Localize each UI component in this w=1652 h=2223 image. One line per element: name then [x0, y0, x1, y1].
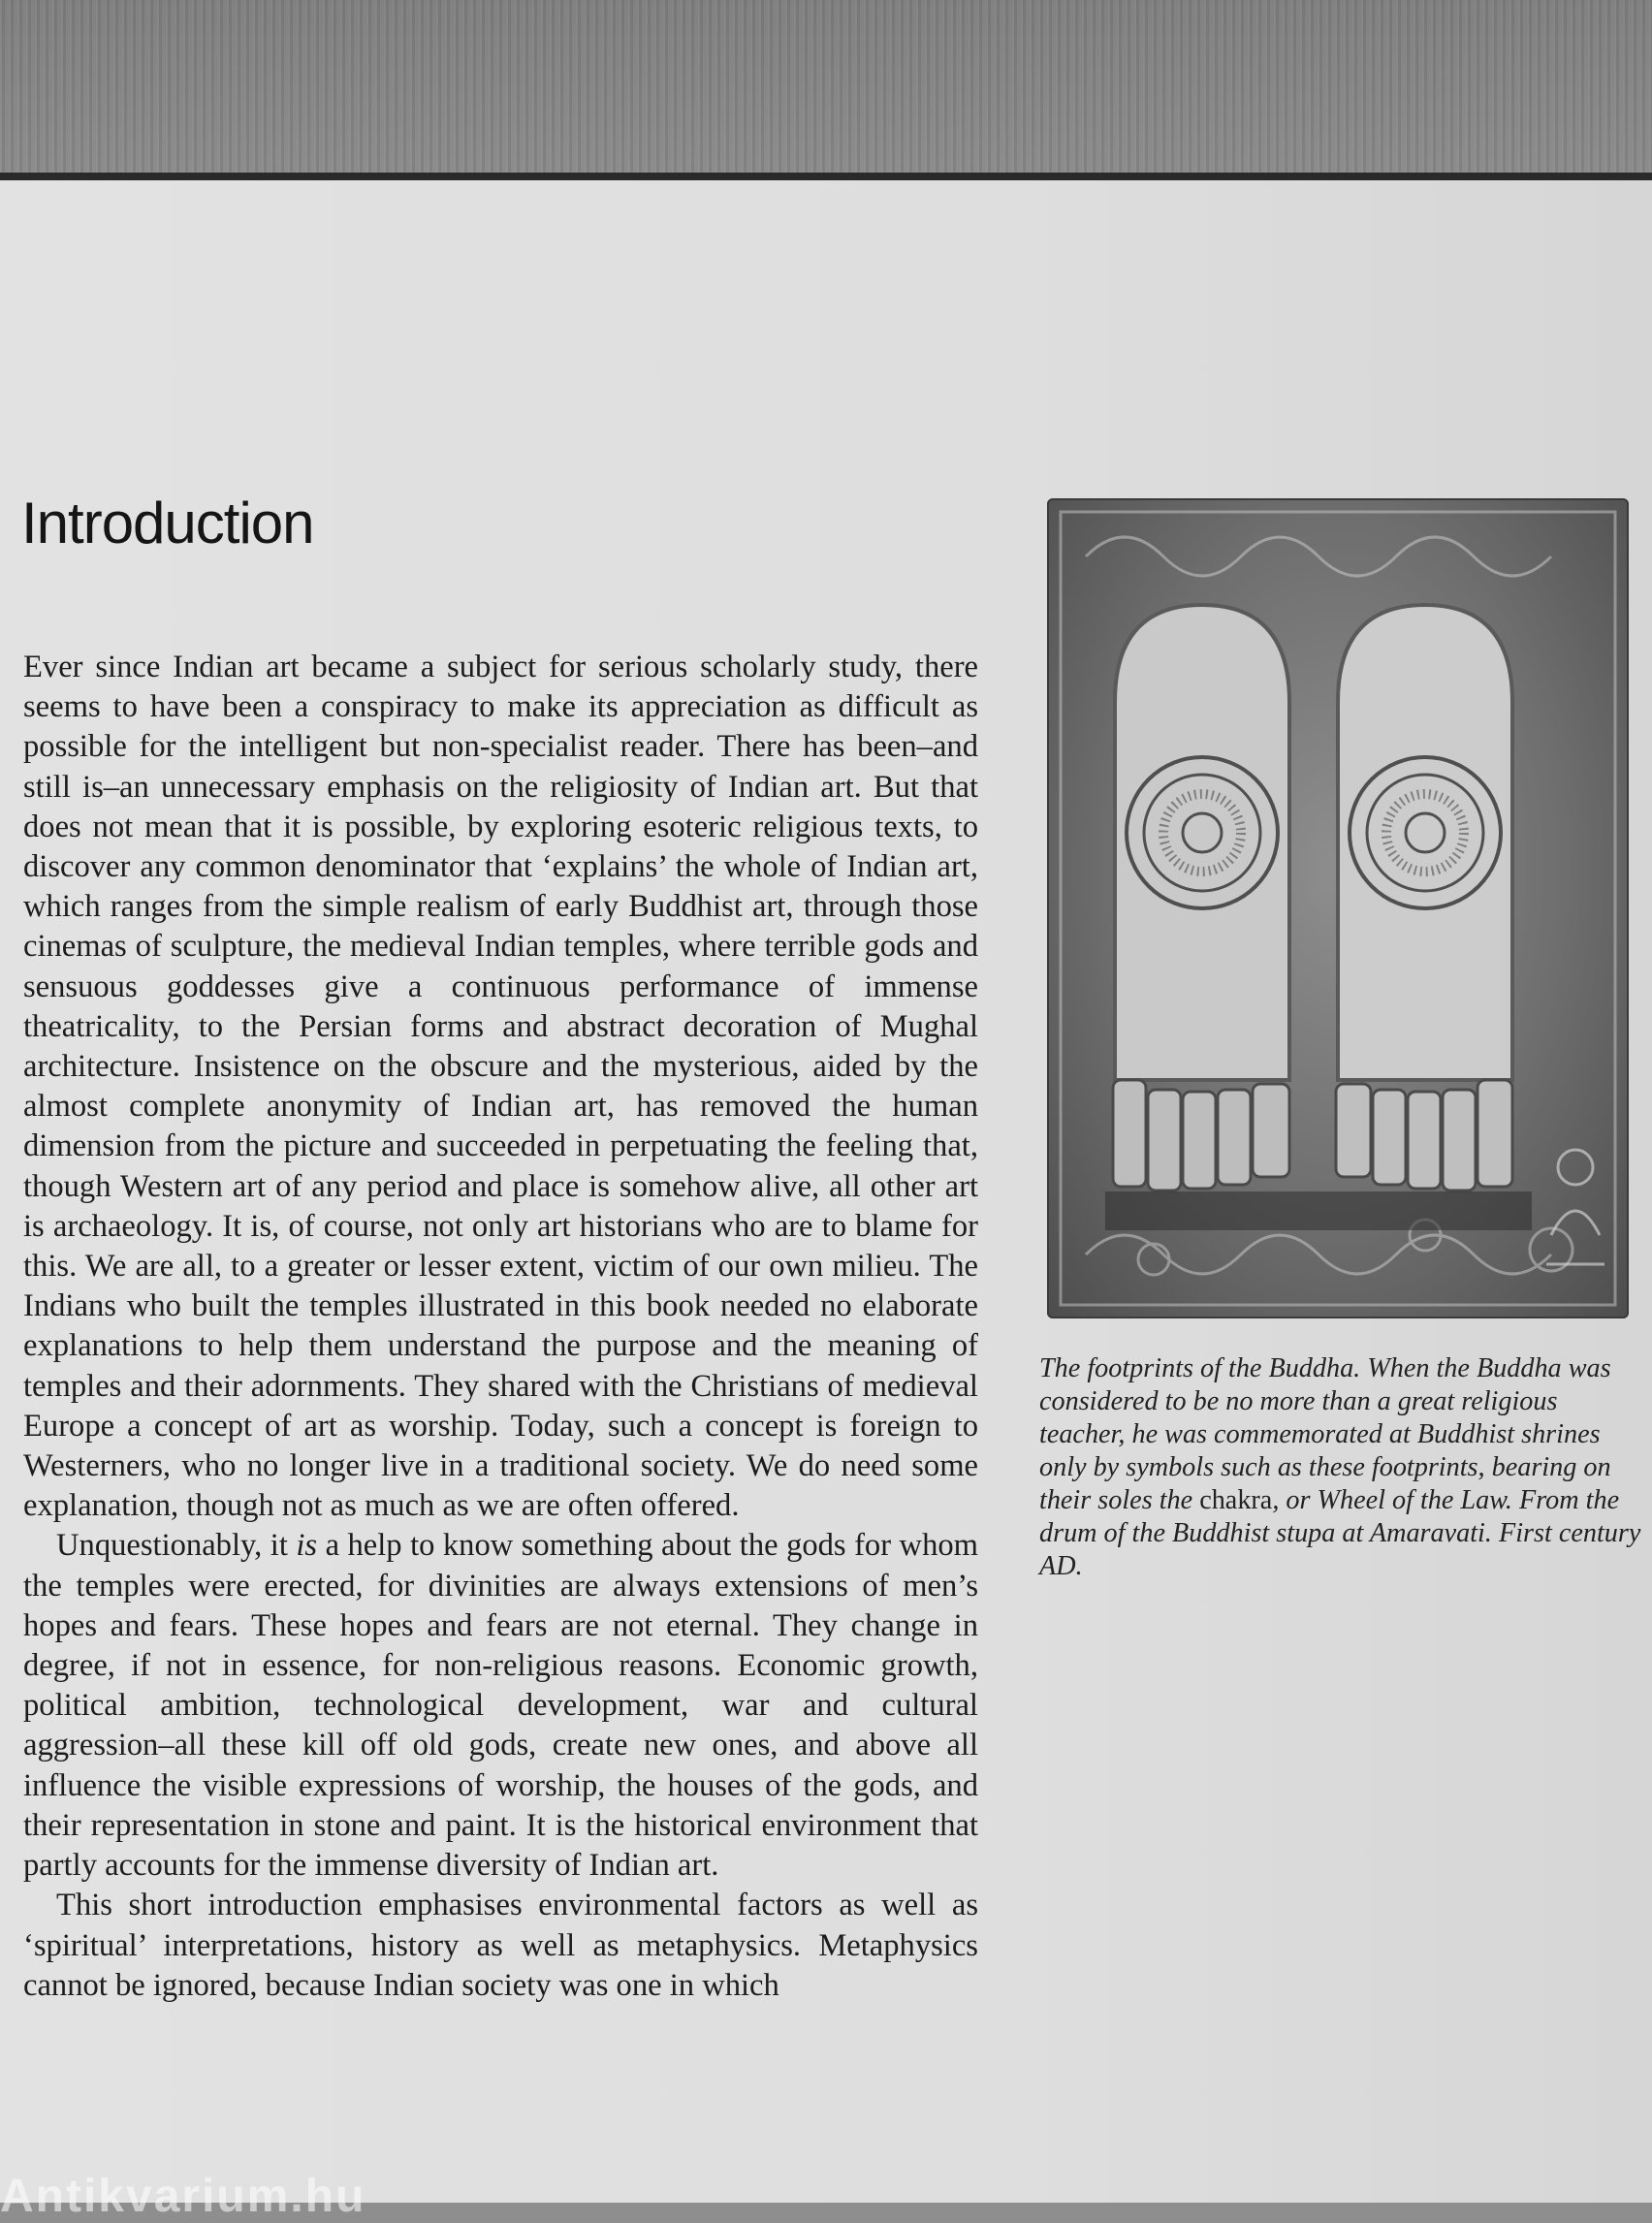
body-text	[23, 648, 978, 2006]
caption-text: , or Wheel of the Law. From the drum of the Buddhist stupa at Amaravati. First century AD.	[1039, 1485, 1641, 1581]
paragraph-text: This short introduction emphasises environmental factors as well as ‘spiritual’ interpretations, history as well as metaphysics. Metaphysics cannot be ignored, because Indian society was one in which	[23, 1888, 978, 2003]
page-title: Introduction	[21, 491, 314, 556]
body-paragraph	[23, 1526, 978, 1886]
seated-figure-carving	[1546, 1150, 1604, 1264]
body-paragraph	[23, 1886, 978, 2006]
background-surface	[0, 0, 1652, 194]
footprints-relief-image	[1047, 498, 1629, 1318]
paragraph-text: Unquestionably, it	[56, 1528, 297, 1564]
right-footprint	[1336, 605, 1512, 1191]
figure-caption	[1039, 1352, 1648, 1583]
watermark: Antikvarium.hu	[0, 2171, 366, 2222]
relief-illustration	[1047, 498, 1629, 1318]
body-paragraph	[23, 648, 978, 1526]
paragraph-text: a help to know something about the gods for whom the temples were erected, for divinities are always extensions of men’s hopes and fears. These hopes and fears are not eternal. They change in degree, if not in essence, for non-religious reasons. Economic growth, political ambition, technological development, war and cultural aggression–all these kill off old gods, create new ones, and above all influence the visible expressions of worship, the houses of the gods, and their representation in stone and paint. It is the historical environment that partly accounts for the immense diversity of Indian art.	[23, 1528, 978, 1884]
caption-text: The footprints of the Buddha. When the Buddha was considered to be no more than a great religious teacher, he was commemorated at Buddhist shrines only by symbols such as these footprints, bearing on their soles the	[1039, 1353, 1611, 1515]
emphasis-text: is	[296, 1528, 318, 1564]
caption-term: chakra	[1199, 1485, 1273, 1515]
paragraph-text: Ever since Indian art became a subject for serious scholarly study, there seems to have been a conspiracy to make its appreciation as difficult as possible for the intelligent but non-specialist reader. There has been–and still is–an unnecessary emphasis on the religiosity of Indian art. But that does not mean that it is possible, by exploring esoteric religious texts, to discover any common denominator that ‘explains’ the whole of Indian art, which ranges from the simple realism of early Buddhist art, through those cinemas of sculpture, the medieval Indian temples, where terrible gods and sensuous goddesses give a continuous performance of immense theatricality, to the Persian forms and abstract decoration of Mughal architecture. Insistence on the obscure and the mysterious, aided by the almost complete anonymity of Indian art, has removed the human dimension from the picture and succeeded in perpetuating the feeling that, though Western art of any period and place is somehow alive, all other art is archaeology. It is, of course, not only art historians who are to blame for this. We are all, to a greater or lesser extent, victim of our own milieu. The Indians who built the temples illustrated in this book needed no elaborate explanations to help them understand the purpose and the meaning of temples and their adornments. They shared with the Christians of medieval Europe a concept of art as worship. Today, such a concept is foreign to Westerners, who no longer live in a traditional society. We do need some explanation, though not as much as we are often offered.	[23, 650, 978, 1524]
left-footprint	[1113, 605, 1289, 1191]
